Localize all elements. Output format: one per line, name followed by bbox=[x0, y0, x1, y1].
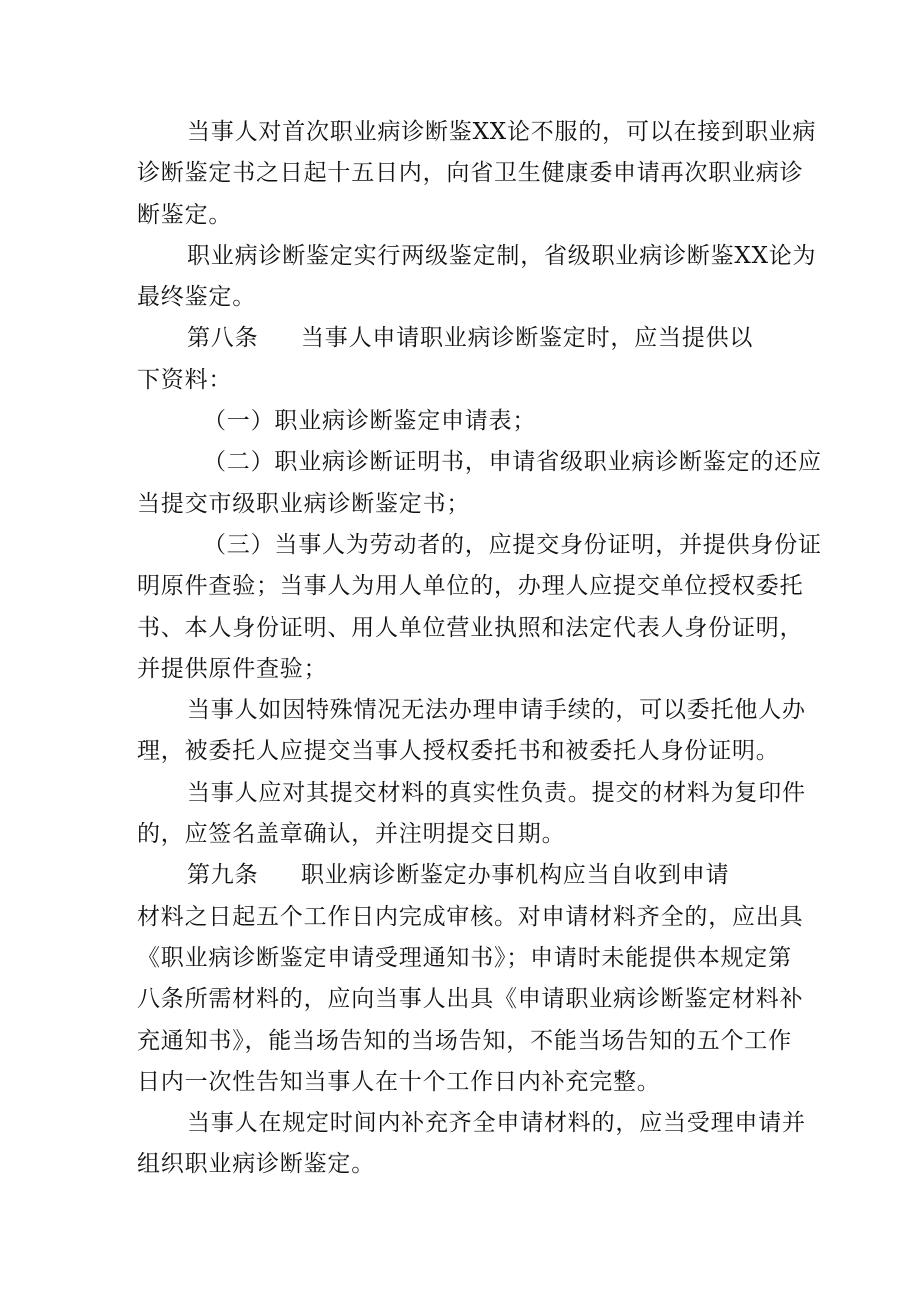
paragraph-2-line-1: 职业病诊断鉴定实行两级鉴定制，省级职业病诊断鉴XX论为 bbox=[187, 242, 817, 269]
item-3-line-4: 并提供原件查验； bbox=[137, 655, 328, 682]
paragraph-1-line-1: 当事人对首次职业病诊断鉴XX论不服的，可以在接到职业病 bbox=[187, 119, 817, 145]
item-2-line-2: 当提交市级职业病诊断鉴定书； bbox=[137, 490, 471, 517]
final-paragraph-line-2: 组织职业病诊断鉴定。 bbox=[137, 1151, 375, 1178]
document-body bbox=[137, 112, 822, 1186]
entrust-paragraph-line-1: 当事人如因特殊情况无法办理申请手续的，可以委托他人办 bbox=[187, 697, 806, 724]
article-9-heading-line bbox=[137, 855, 789, 896]
item-2-line-1: （二）职业病诊断证明书，申请省级职业病诊断鉴定的还应 bbox=[203, 449, 822, 476]
article-8-heading-line bbox=[137, 318, 789, 359]
authenticity-paragraph-line-2: 的，应签名盖章确认，并注明提交日期。 bbox=[137, 821, 566, 848]
item-3-line-2: 明原件查验；当事人为用人单位的，办理人应提交单位授权委托 bbox=[137, 573, 804, 600]
entrust-paragraph-line-2: 理，被委托人应提交当事人授权委托书和被委托人身份证明。 bbox=[137, 738, 780, 765]
authenticity-paragraph-line-1: 当事人应对其提交材料的真实性负责。提交的材料为复印件 bbox=[187, 779, 806, 806]
paragraph-1-line-2: 诊断鉴定书之日起十五日内，向省卫生健康委申请再次职业病诊 bbox=[137, 160, 804, 187]
article-9-line-4: 八条所需材料的，应向当事人出具《申请职业病诊断鉴定材料补 bbox=[137, 986, 804, 1013]
article-9-line-5: 充通知书》，能当场告知的当场告知，不能当场告知的五个工作 bbox=[137, 1027, 792, 1054]
article-8-line-1: 当事人申请职业病诊断鉴定时，应当提供以 bbox=[301, 325, 754, 352]
article-9-line-1: 职业病诊断鉴定办事机构应当自收到申请 bbox=[301, 862, 730, 889]
article-9-line-2: 材料之日起五个工作日内完成审核。对申请材料齐全的，应出具 bbox=[137, 903, 804, 930]
article-9-line-6: 日内一次性告知当事人在十个工作日内补充完整。 bbox=[137, 1068, 661, 1095]
article-9-number: 第九条 bbox=[187, 862, 259, 889]
article-8-line-2: 下资料： bbox=[137, 366, 233, 393]
item-1-line-1: （一）职业病诊断鉴定申请表； bbox=[203, 408, 537, 435]
article-8-number: 第八条 bbox=[187, 325, 259, 352]
final-paragraph-line-1: 当事人在规定时间内补充齐全申请材料的，应当受理申请并 bbox=[187, 1110, 806, 1137]
article-9-line-3: 《职业病诊断鉴定申请受理通知书》；申请时未能提供本规定第 bbox=[137, 944, 792, 971]
item-3-line-3: 书、本人身份证明、用人单位营业执照和法定代表人身份证明， bbox=[137, 614, 804, 641]
paragraph-1-line-3: 断鉴定。 bbox=[137, 201, 233, 228]
item-3-line-1: （三）当事人为劳动者的，应提交身份证明，并提供身份证 bbox=[203, 531, 822, 558]
paragraph-2-line-2: 最终鉴定。 bbox=[137, 284, 256, 311]
